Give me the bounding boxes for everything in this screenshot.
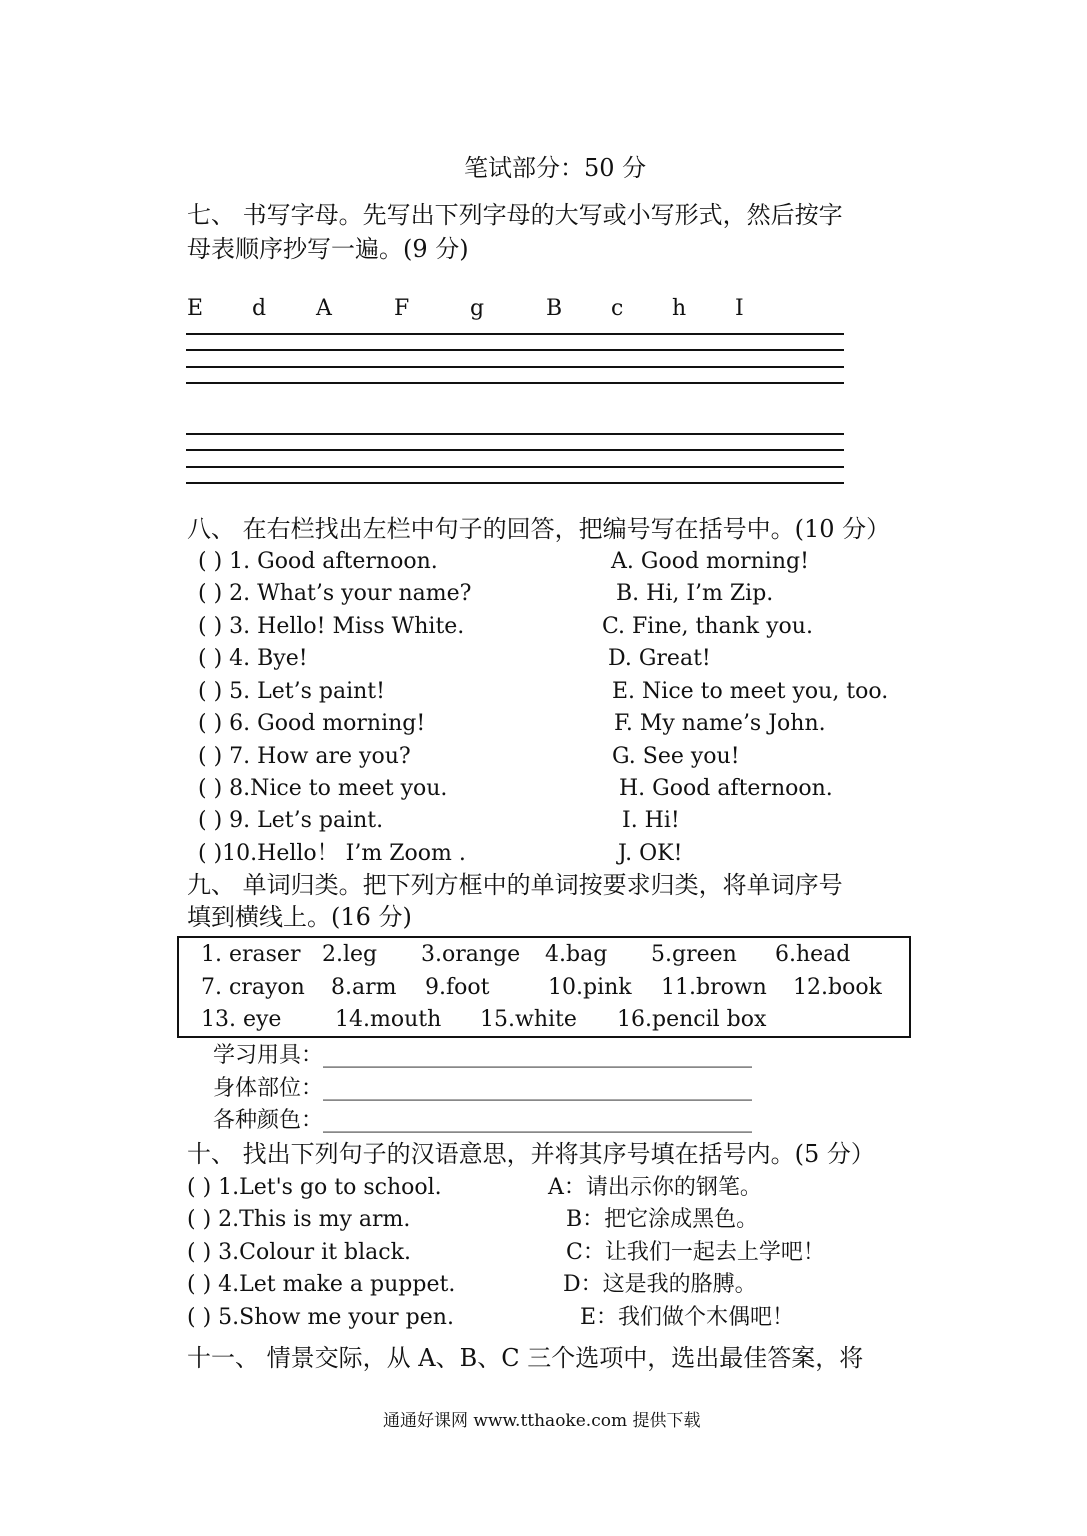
category-stationery: 学习用具：_______________________________________: [213, 1043, 753, 1068]
writing-line: [186, 349, 844, 351]
match-answer: A. Good morning!: [611, 549, 809, 574]
word-item: 10.pink: [548, 975, 632, 1000]
writing-line: [186, 366, 844, 368]
match-answer: C. Fine, thank you.: [602, 614, 813, 639]
match-question: ( )10.Hello！ I’m Zoom .: [198, 841, 466, 866]
word-item: 16.pencil box: [617, 1007, 767, 1032]
letter-item: h: [672, 296, 687, 321]
writing-line: [186, 482, 844, 484]
word-item: 14.mouth: [335, 1007, 442, 1032]
word-item: 15.white: [480, 1007, 577, 1032]
writing-line: [186, 382, 844, 384]
translation-answer: B：把它涂成黑色。: [566, 1207, 759, 1232]
letter-item: F: [394, 296, 410, 321]
match-question: ( ) 8.Nice to meet you.: [198, 776, 448, 801]
writing-line: [186, 466, 844, 468]
translation-answer: A：请出示你的钢笔。: [548, 1175, 762, 1200]
word-item: 7. crayon: [201, 975, 305, 1000]
word-item: 5.green: [651, 942, 737, 967]
match-question: ( ) 9. Let’s paint.: [198, 808, 384, 833]
match-question: ( ) 6. Good morning!: [198, 711, 426, 736]
letter-item: g: [470, 296, 485, 321]
match-question: ( ) 5. Let’s paint!: [198, 679, 385, 704]
letter-item: A: [316, 296, 332, 321]
translation-question: ( ) 2.This is my arm.: [187, 1207, 411, 1232]
translation-question: ( ) 4.Let make a puppet.: [187, 1272, 456, 1297]
match-answer: B. Hi, I’m Zip.: [616, 581, 774, 606]
page-title: 笔试部分：50 分: [464, 154, 647, 182]
section-9-heading: 九、 单词归类。把下列方框中的单词按要求归类，将单词序号: [187, 871, 843, 899]
page-footer: 通通好课网 www.tthaoke.com 提供下载: [383, 1411, 701, 1431]
translation-question: ( ) 5.Show me your pen.: [187, 1305, 454, 1330]
section-7-heading: 七、 书写字母。先写出下列字母的大写或小写形式，然后按字: [187, 201, 843, 229]
letter-item: B: [546, 296, 563, 321]
match-answer: F. My name’s John.: [614, 711, 826, 736]
match-answer: I. Hi!: [622, 808, 680, 833]
section-8-heading: 八、 在右栏找出左栏中句子的回答，把编号写在括号中。(10 分）: [187, 515, 891, 543]
match-question: ( ) 2. What’s your name?: [198, 581, 472, 606]
match-answer: D. Great!: [608, 646, 711, 671]
match-question: ( ) 7. How are you?: [198, 744, 411, 769]
word-item: 13. eye: [201, 1007, 282, 1032]
translation-answer: D：这是我的胳膊。: [563, 1272, 757, 1297]
match-question: ( ) 1. Good afternoon.: [198, 549, 438, 574]
category-body-parts: 身体部位：_______________________________________: [213, 1076, 753, 1101]
word-item: 6.head: [775, 942, 851, 967]
match-answer: G. See you!: [612, 744, 740, 769]
section-7-heading-cont: 母表顺序抄写一遍。(9 分): [187, 235, 469, 263]
word-item: 12.book: [793, 975, 882, 1000]
word-item: 3.orange: [421, 942, 521, 967]
word-item: 11.brown: [661, 975, 767, 1000]
match-answer: H. Good afternoon.: [619, 776, 833, 801]
match-answer: E. Nice to meet you, too.: [612, 679, 889, 704]
match-question: ( ) 3. Hello! Miss White.: [198, 614, 465, 639]
translation-question: ( ) 1.Let's go to school.: [187, 1175, 442, 1200]
letter-item: d: [252, 296, 267, 321]
match-question: ( ) 4. Bye!: [198, 646, 308, 671]
translation-answer: E：我们做个木偶吧！: [580, 1305, 795, 1330]
word-item: 2.leg: [322, 942, 378, 967]
translation-answer: C：让我们一起去上学吧！: [566, 1240, 825, 1265]
section-9-heading-cont: 填到横线上。(16 分): [187, 903, 412, 931]
translation-question: ( ) 3.Colour it black.: [187, 1240, 411, 1265]
section-11-heading: 十一、 情景交际，从 A、B、C 三个选项中，选出最佳答案，将: [187, 1344, 864, 1372]
word-item: 9.foot: [425, 975, 490, 1000]
match-answer: J. OK!: [618, 841, 683, 866]
writing-line: [186, 333, 844, 335]
word-item: 1. eraser: [201, 942, 301, 967]
letter-item: c: [611, 296, 624, 321]
writing-line: [186, 433, 844, 435]
letter-item: E: [187, 296, 204, 321]
letter-item: I: [735, 296, 744, 321]
word-item: 4.bag: [545, 942, 608, 967]
writing-line: [186, 449, 844, 451]
section-10-heading: 十、 找出下列句子的汉语意思，并将其序号填在括号内。(5 分）: [187, 1140, 875, 1168]
category-colours: 各种颜色：_______________________________________: [213, 1108, 753, 1133]
word-item: 8.arm: [331, 975, 397, 1000]
